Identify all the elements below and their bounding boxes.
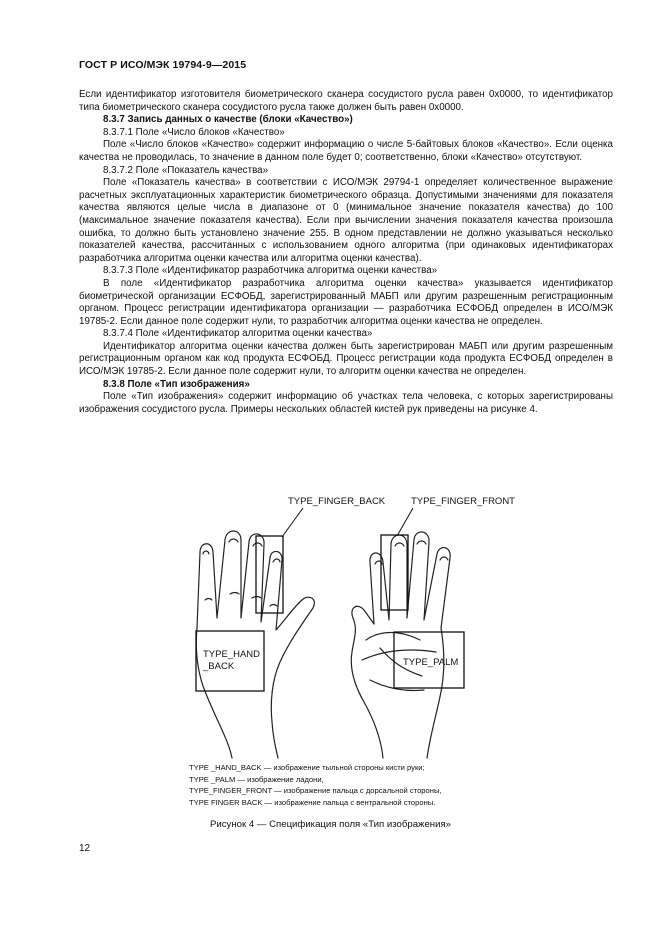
label-finger-back: TYPE_FINGER_BACK bbox=[288, 496, 386, 507]
legend-item: TYPE FINGER BACK — изображение пальца с вентральной стороны. bbox=[189, 797, 436, 807]
subsection-heading: 8.3.7.3 Поле «Идентификатор разработчика алгоритма оценки качества» bbox=[103, 265, 438, 277]
paragraph: В поле «Идентификатор разработчика алгоритма оценки качества» указывается идентификатор биометрической организации ЕСФОБД, зарегистрированный МАБП или другим разрешенным регистрационным органом. Процесс регистрации идентификатора организации — разработчика ЕСФОБД определен в ИСО/МЭК 19785-2. Если данное поле содержит нули, то разработчик алгоритма оценки качества не определен. bbox=[79, 277, 613, 327]
hands-illustration bbox=[0, 490, 661, 780]
paragraph: Поле «Число блоков «Качество» содержит информацию о числе 5-байтовых блоков «Качество». Если оценка качества не проводилась, то значение в данном поле будет 0; соответственно, блоки «Качество» отсутствуют. bbox=[79, 139, 613, 163]
label-hand-back-line1: TYPE_HAND bbox=[203, 649, 261, 660]
subsection-heading: 8.3.7.4 Поле «Идентификатор алгоритма оценки качества» bbox=[103, 328, 373, 340]
subsection-heading: 8.3.7.1 Поле «Число блоков «Качество» bbox=[103, 126, 285, 138]
document-header: ГОСТ Р ИСО/МЭК 19794-9—2015 bbox=[79, 59, 247, 71]
leader-finger-back bbox=[282, 508, 303, 537]
label-finger-front: TYPE_FINGER_FRONT bbox=[411, 496, 515, 507]
page-number: 12 bbox=[79, 843, 91, 854]
legend-item: TYPE_FINGER_FRONT — изображение пальца с дорсальной стороны, bbox=[189, 786, 442, 796]
figure-legend bbox=[189, 762, 442, 808]
legend-item: TYPE _HAND_BACK — изображение тыльной стороны кисти руки; bbox=[189, 763, 425, 772]
figure-caption: Рисунок 4 — Спецификация поля «Тип изображения» bbox=[210, 819, 451, 830]
figure-hands bbox=[0, 490, 661, 780]
leader-finger-front bbox=[397, 508, 413, 536]
paragraph: Если идентификатор изготовителя биометрического сканера сосудистого русла равен 0x0000, то идентификатор типа биометрического сканера сосудистого русла также должен быть равен 0x0000. bbox=[79, 89, 613, 113]
document-body bbox=[79, 89, 613, 416]
palm-drawing bbox=[351, 532, 450, 758]
paragraph: Идентификатор алгоритма оценки качества должен быть зарегистрирован МАБП или другим разрешенным регистрационным органом как код продукта ЕСФОБД. Процесс регистрации кода продукта ЕСФОБД определен в ИСО/МЭК 19785-2. Если данное поле содержит нули, то алгоритм оценки качества не определен. bbox=[79, 340, 613, 378]
paragraph: Поле «Показатель качества» в соответствии с ИСО/МЭК 29794-1 определяет количественное выражение расчетных эксплуатационных характеристик биометрического образца. Допустимыми значениями для показателя качества являются целые числа в диапазоне от 0 (минимальное значение показателя качества) до 100 (максимальное значение показателя качества). Если при вычислении значения показателя качества произошла ошибка, то должно быть установлено значение 255. В одном представлении не должно указываться несколько показателей качества, рассчитанных с использованием одного алгоритма (при одинаковых идентификаторах разработчика алгоритма оценки качества или алгоритма оценки качества). bbox=[79, 177, 613, 264]
label-palm: TYPE_PALM bbox=[403, 657, 459, 668]
label-hand-back-line2: _BACK bbox=[203, 661, 235, 672]
subsection-heading: 8.3.7.2 Поле «Показатель качества» bbox=[103, 164, 269, 176]
hand-back-drawing bbox=[196, 531, 314, 758]
legend-item: TYPE _PALM — изображение ладони, bbox=[189, 774, 324, 784]
section-heading: 8.3.8 Поле «Тип изображения» bbox=[103, 378, 250, 390]
section-heading: 8.3.7 Запись данных о качестве (блоки «Качество») bbox=[103, 114, 353, 126]
paragraph: Поле «Тип изображения» содержит информацию об участках тела человека, с которых зарегистрированы изображения сосудистого русла. Примеры нескольких областей кистей рук приведены на рисунке 4. bbox=[79, 391, 613, 415]
